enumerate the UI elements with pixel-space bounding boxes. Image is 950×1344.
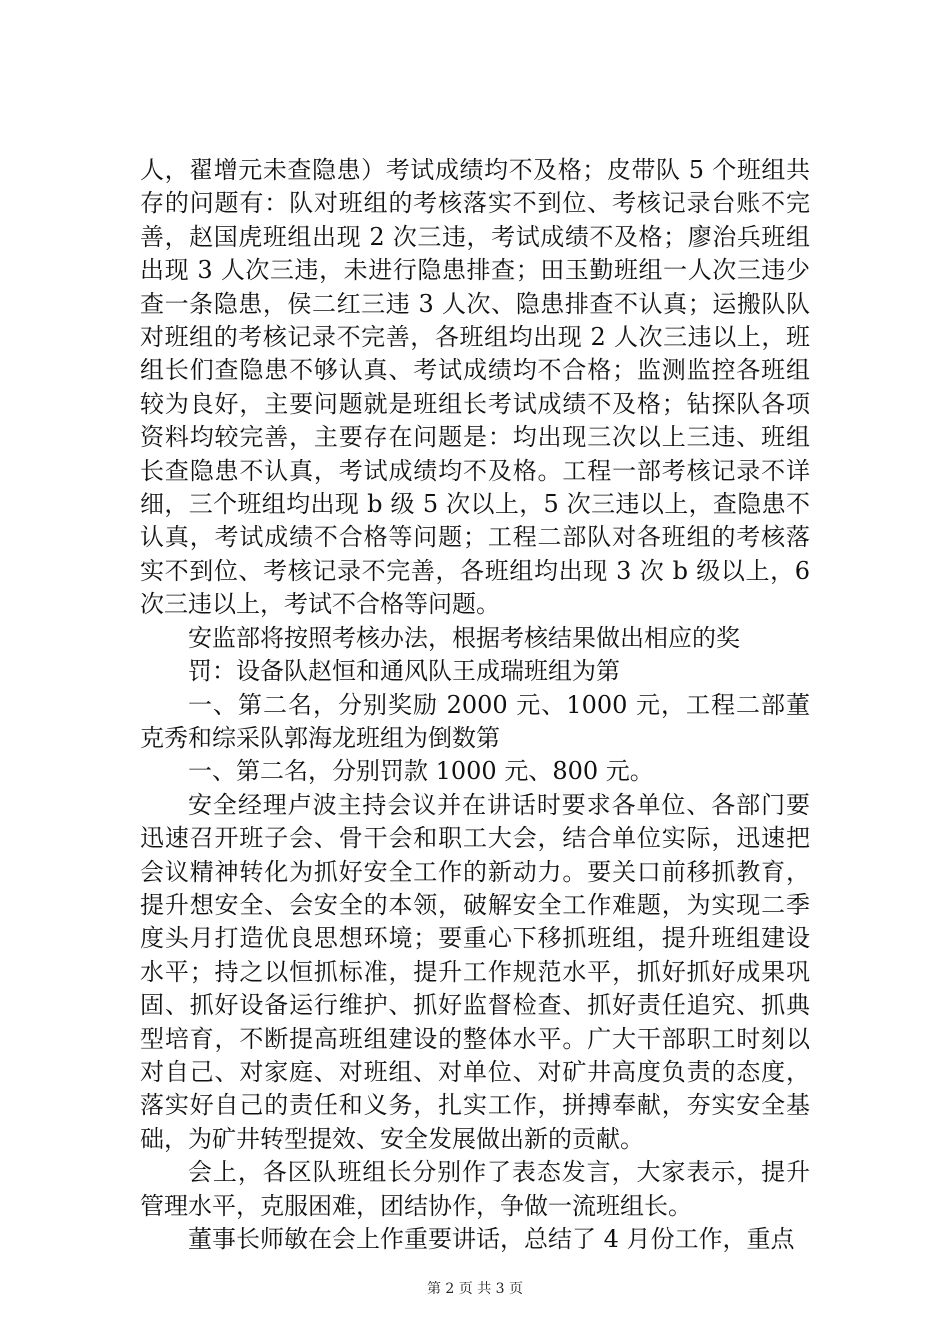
page-number-footer: 第 2 页 共 3 页 [426,1281,524,1297]
paragraph-continuation: 人，翟增元未查隐患）考试成绩均不及格；皮带队 5 个班组共存的问题有：队对班组的考核落实不到位、考核记录台账不完善，赵国虎班组出现 2 次三违，考试成绩不及格；廖治兵班组出现 3 人次三违，未进行隐患排查；田玉勤班组一人次三违少查一条隐患，侯二红三违 3 人次、隐患排查不认真；运搬队队对班组的考核记录不完善，各班组均出现 2 人次三违以上，班组长们查隐患不够认真、考试成绩均不合格；监测监控各班组较为良好，主要问题就是班组长考试成绩不及格；钻探队各项资料均较完善，主要存在问题是：均出现三次以上三违、班组长查隐患不认真，考试成绩均不及格。工程一部考核记录不详细，三个班组均出现 b 级 5 次以上，5 次三违以上，查隐患不认真，考试成绩不合格等问题；工程二部队对各班组的考核落实不到位、考核记录不完善，各班组均出现 3 次 b 级以上，6 次三违以上，考试不合格等问题。 [140,156,810,619]
paragraph: 一、第二名，分别罚款 1000 元、800 元。 [188,757,654,786]
paragraph: 会上，各区队班组长分别作了表态发言，大家表示，提升管理水平，克服困难，团结协作，争做一流班组长。 [140,1158,810,1220]
paragraph: 安全经理卢波主持会议并在讲话时要求各单位、各部门要迅速召开班子会、骨干会和职工大会，结合单位实际，迅速把会议精神转化为抓好安全工作的新动力。要关口前移抓教育，提升想安全、会安全的本领，破解安全工作难题，为实现二季度头月打造优良思想环境；要重心下移抓班组，提升班组建设水平；持之以恒抓标准，提升工作规范水平，抓好抓好成果巩固、抓好设备运行维护、抓好监督检查、抓好责任追究、抓典型培育，不断提高班组建设的整体水平。广大干部职工时刻以对自己、对家庭、对班组、对单位、对矿井高度负责的态度，落实好自己的责任和义务，扎实工作，拼搏奉献，夯实安全基础，为矿井转型提效、安全发展做出新的贡献。 [140,790,810,1153]
paragraph: 安监部将按照考核办法，根据考核结果做出相应的奖 [188,623,740,652]
paragraph: 董事长师敏在会上作重要讲话，总结了 4 月份工作，重点 [188,1225,795,1253]
paragraph: 一、第二名，分别奖励 2000 元、1000 元，工程二部董克秀和综采队郭海龙班组为倒数第 [140,690,810,752]
paragraph: 罚：设备队赵恒和通风队王成瑞班组为第 [188,657,620,686]
document-body [140,154,810,1256]
